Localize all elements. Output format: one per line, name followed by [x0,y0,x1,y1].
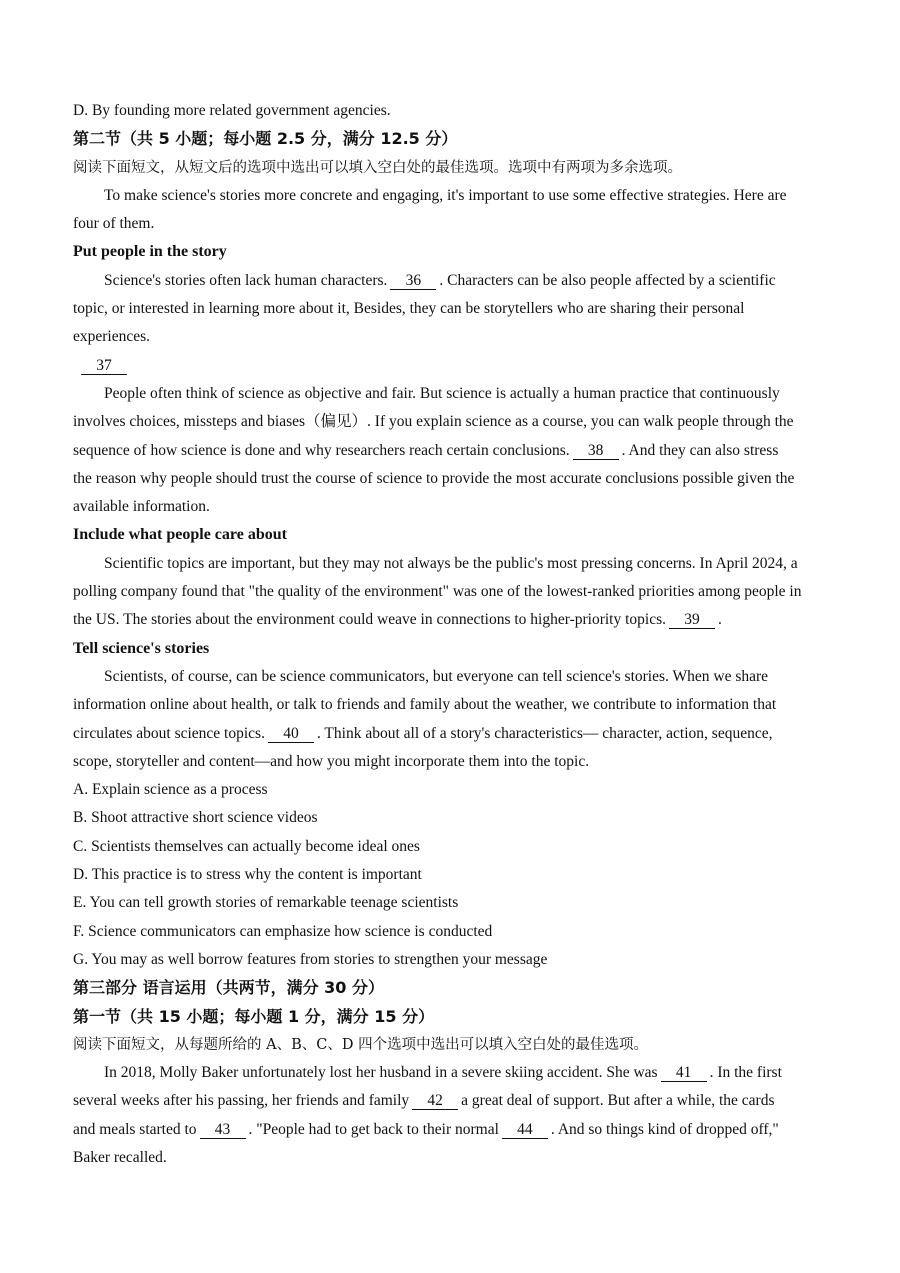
passage-text: and meals started to [73,1120,197,1138]
option-item: B. Shoot attractive short science videos [73,809,318,827]
answer-blank: 42 [412,1093,458,1110]
passage-text: the US. The stories about the environment could weave in connections to higher-priority topics. [73,611,667,629]
passage-text: . Think about all of a story's characteristics— character, action, sequence, [316,724,773,742]
answer-blank: 41 [661,1065,707,1082]
option-item: E. You can tell growth stories of remarkable teenage scientists [73,894,459,912]
passage-line: experiences. [73,328,151,346]
passage-line: People often think of science as objective and fair. But science is actually a human practice that continuously [104,384,780,402]
answer-blank: 37 [81,358,127,375]
option-item: A. Explain science as a process [73,781,268,799]
passage-text: . "People had to get back to their normal [248,1120,499,1138]
passage-text: In 2018, Molly Baker unfortunately lost her husband in a severe skiing accident. She was [104,1064,658,1082]
section-heading: 第一节（共 15 小题；每小题 1 分，满分 15 分） [73,1006,435,1026]
subheading: Tell science's stories [73,639,210,657]
question-option-d: D. By founding more related government agencies. [73,102,391,119]
passage-text: . In the first [709,1064,782,1082]
passage-line [73,1116,821,1144]
passage-line: topic, or interested in learning more about it, Besides, they can be storytellers who are sharing their personal [73,300,745,318]
passage-line: involves choices, missteps and biases（偏见）. If you explain science as a course, you can walk people through the [73,413,794,431]
option-item: C. Scientists themselves can actually become ideal ones [73,837,420,855]
option-item: G. You may as well borrow features from stories to strengthen your message [73,950,548,968]
answer-blank: 43 [200,1122,246,1139]
passage-line [73,720,821,748]
passage-text: sequence of how science is done and why researchers reach certain conclusions. [73,441,570,459]
passage-text: several weeks after his passing, her friends and family [73,1092,410,1110]
option-item: D. This practice is to stress why the content is important [73,866,422,884]
section-heading: 第二节（共 5 小题；每小题 2.5 分，满分 12.5 分） [73,129,458,149]
passage-line: information online about health, or talk to friends and family about the weather, we contribute to information that [73,696,777,714]
passage-line: polling company found that "the quality of the environment" was one of the lowest-ranked priorities among people in [73,583,802,601]
answer-blank: 40 [268,726,314,743]
subheading: Put people in the story [73,243,227,261]
answer-blank: 44 [502,1122,548,1139]
answer-blank: 36 [390,273,436,290]
option-item: F. Science communicators can emphasize how science is conducted [73,922,493,940]
section-instruction: 阅读下面短文，从短文后的选项中选出可以填入空白处的最佳选项。选项中有两项为多余选项。 [73,159,682,176]
passage-text: Science's stories often lack human characters. [104,271,388,289]
passage-line: available information. [73,498,210,516]
passage-line [73,1087,821,1115]
passage-text: . And they can also stress [621,441,779,459]
passage-line [73,437,821,465]
passage-text: . [718,611,722,629]
document-page [73,97,821,1172]
passage-line: To make science's stories more concrete and engaging, it's important to use some effective strategies. Here are [104,186,787,204]
passage-line: Baker recalled. [73,1148,167,1166]
passage-line [73,1059,821,1087]
part-heading: 第三部分 语言运用（共两节，满分 30 分） [73,978,384,998]
passage-line [73,352,821,380]
passage-line: four of them. [73,215,155,233]
passage-text: circulates about science topics. [73,724,265,742]
passage-text: a great deal of support. But after a while, the cards [461,1092,775,1110]
answer-blank: 39 [669,612,715,629]
passage-text: . And so things kind of dropped off," [550,1120,779,1138]
section-instruction: 阅读下面短文，从每题所给的 A、B、C、D 四个选项中选出可以填入空白处的最佳选项。 [73,1036,649,1053]
passage-line: scope, storyteller and content—and how you might incorporate them into the topic. [73,752,590,770]
passage-line: Scientific topics are important, but they may not always be the public's most pressing concerns. In April 2024, a [104,554,798,572]
passage-line: the reason why people should trust the course of science to provide the most accurate conclusions possible given the [73,469,795,487]
answer-blank: 38 [573,443,619,460]
passage-text: . Characters can be also people affected by a scientific [439,271,776,289]
passage-line [73,606,821,634]
passage-line [73,267,821,295]
subheading: Include what people care about [73,526,287,544]
passage-line: Scientists, of course, can be science communicators, but everyone can tell science's stories. When we share [104,667,769,685]
